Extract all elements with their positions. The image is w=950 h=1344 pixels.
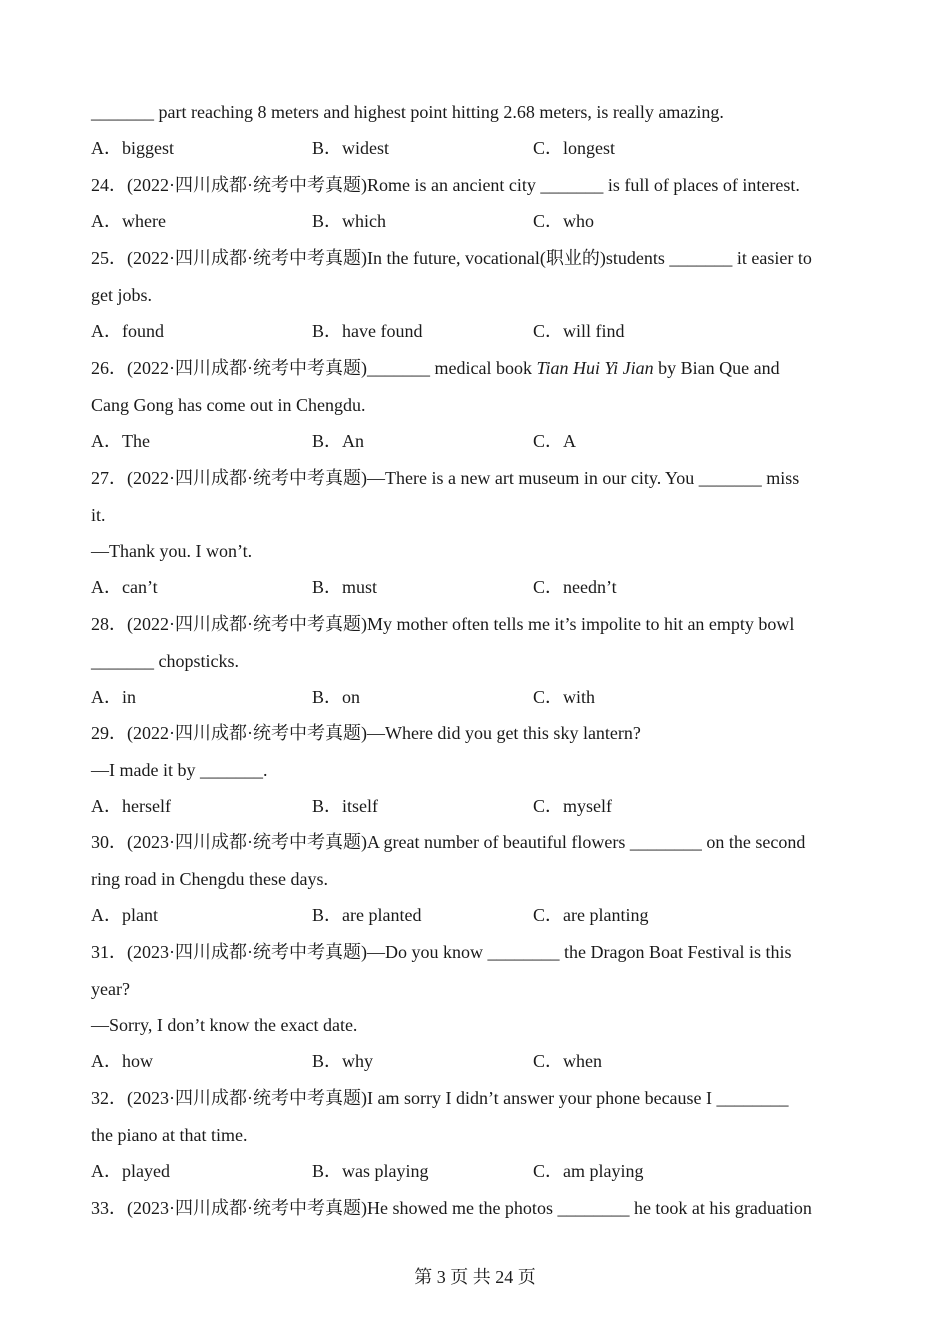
question-line: 30．(2023·四川成都·统考中考真题)A great number of beautiful flowers ________ on the second [91, 832, 806, 852]
question-line: ring road in Chengdu these days. [91, 869, 328, 889]
option-c: C．are planting [533, 905, 649, 925]
question-line: —Thank you. I won’t. [91, 541, 253, 561]
option-a: A．played [91, 1161, 170, 1181]
option-a: A．where [91, 211, 166, 231]
question-line: 31．(2023·四川成都·统考中考真题)—Do you know ________ the Dragon Boat Festival is this [91, 942, 792, 962]
question-line: Cang Gong has come out in Chengdu. [91, 395, 366, 415]
question-line: 33．(2023·四川成都·统考中考真题)He showed me the photos ________ he took at his graduation [91, 1198, 812, 1218]
option-a: A．plant [91, 905, 158, 925]
option-a: A．can’t [91, 577, 158, 597]
question-line: —Sorry, I don’t know the exact date. [91, 1015, 358, 1035]
option-b: B．An [312, 431, 365, 451]
option-c: C．when [533, 1051, 602, 1071]
question-line: 27．(2022·四川成都·统考中考真题)—There is a new art museum in our city. You _______ miss [91, 468, 800, 488]
question-text: by Bian Que and [653, 358, 780, 378]
option-c: C．will find [533, 321, 625, 341]
question-text: 26．(2022·四川成都·统考中考真题)_______ medical book [91, 358, 537, 378]
option-b: B．why [312, 1051, 374, 1071]
option-a: A．The [91, 431, 150, 451]
option-b: B．which [312, 211, 386, 231]
question-line: 28．(2022·四川成都·统考中考真题)My mother often tells me it’s impolite to hit an empty bowl [91, 614, 795, 634]
book-title: Tian Hui Yi Jian [536, 358, 654, 378]
option-b: B．must [312, 577, 378, 597]
page-number: 第 3 页 共 24 页 [414, 1267, 536, 1287]
question-line: _______ chopsticks. [91, 651, 239, 671]
question-line: —I made it by _______. [91, 760, 268, 780]
option-c: C．A [533, 431, 577, 451]
question-line: 24．(2022·四川成都·统考中考真题)Rome is an ancient city _______ is full of places of interest. [91, 175, 800, 195]
option-a: A．herself [91, 796, 171, 816]
question-line [91, 357, 780, 379]
question-line: _______ part reaching 8 meters and highest point hitting 2.68 meters, is really amazing. [91, 102, 724, 122]
option-a: A．found [91, 321, 164, 341]
option-b: B．have found [312, 321, 423, 341]
question-line: 32．(2023·四川成都·统考中考真题)I am sorry I didn’t answer your phone because I ________ [91, 1088, 789, 1108]
option-b: B．widest [312, 138, 390, 158]
option-b: B．itself [312, 796, 378, 816]
option-a: A．how [91, 1051, 153, 1071]
question-line: get jobs. [91, 285, 152, 305]
option-c: C．am playing [533, 1161, 644, 1181]
option-b: B．are planted [312, 905, 422, 925]
option-c: C．with [533, 687, 596, 707]
option-b: B．was playing [312, 1161, 429, 1181]
option-c: C．needn’t [533, 577, 617, 597]
question-line: it. [91, 505, 106, 525]
option-c: C．myself [533, 796, 612, 816]
option-c: C．longest [533, 138, 616, 158]
option-c: C．who [533, 211, 595, 231]
question-line: the piano at that time. [91, 1125, 248, 1145]
option-a: A．biggest [91, 138, 174, 158]
question-line: 25．(2022·四川成都·统考中考真题)In the future, vocational(职业的)students _______ it easier to [91, 248, 812, 268]
question-line: 29．(2022·四川成都·统考中考真题)—Where did you get this sky lantern? [91, 723, 641, 743]
option-b: B．on [312, 687, 361, 707]
option-a: A．in [91, 687, 136, 707]
question-line: year? [91, 979, 130, 999]
